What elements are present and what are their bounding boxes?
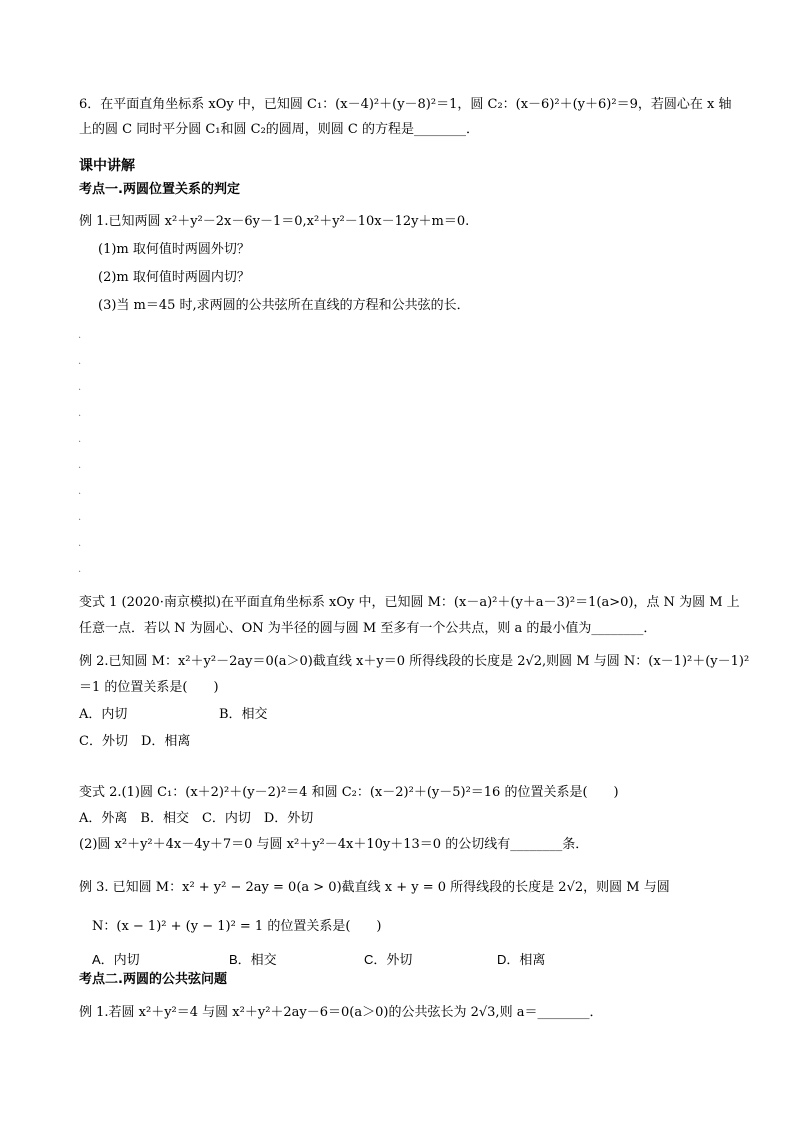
blank-line-marker: . <box>78 434 82 445</box>
blank-line-marker: . <box>78 382 82 393</box>
example-3-option-b: B．相交 <box>229 952 277 967</box>
example-3-option-a: A．内切 <box>92 952 140 967</box>
blank-line-marker: . <box>78 486 82 497</box>
blank-line-marker: . <box>78 356 82 367</box>
example-3-line-1: 例 3. 已知圆 M：x² + y² − 2ay = 0(a > 0)截直线 x + y = 0 所得线段的长度是 2√2，则圆 M 与圆 <box>79 880 670 895</box>
example-2-option-a: A．内切 <box>79 707 128 722</box>
example-2-option-b: B．相交 <box>219 707 268 722</box>
kaodian-2-example-1: 例 1.若圆 x²＋y²＝4 与圆 x²＋y²＋2ay－6＝0(a＞0)的公共弦长为 2√3,则 a＝________． <box>79 1005 603 1020</box>
example-2-line-2: ＝1 的位置关系是( ) <box>79 680 219 695</box>
question-6-line-2: 上的圆 C 同时平分圆 C₁和圆 C₂的圆周，则圆 C 的方程是________． <box>79 122 480 137</box>
example-1-stem: 例 1.已知两圆 x²＋y²－2x－6y－1＝0,x²＋y²－10x－12y＋m＝0. <box>79 214 470 229</box>
kaodian-1-heading: 考点一.两圆位置关系的判定 <box>79 182 240 197</box>
blank-line-marker: . <box>78 460 82 471</box>
example-3-option-d: D．相离 <box>497 952 546 967</box>
blank-line-marker: . <box>78 564 82 575</box>
variant-1-line-1: 变式 1 (2020·南京模拟)在平面直角坐标系 xOy 中，已知圆 M：(x－a)²＋(y＋a－3)²＝1(a>0)，点 N 为圆 M 上 <box>79 595 740 610</box>
blank-line-marker: . <box>78 512 82 523</box>
example-2-options-c-d: C．外切 D．相离 <box>79 734 191 749</box>
variant-2-stem: 变式 2.(1)圆 C₁：(x＋2)²＋(y－2)²＝4 和圆 C₂：(x－2)²＋(y－5)²＝16 的位置关系是( ) <box>79 785 619 800</box>
blank-line-marker: . <box>78 538 82 549</box>
example-1-part-1: (1)m 取何值时两圆外切？ <box>98 242 250 257</box>
blank-line-marker: . <box>78 330 82 341</box>
example-2-line-1: 例 2.已知圆 M：x²＋y²－2ay＝0(a＞0)截直线 x＋y＝0 所得线段的长度是 2√2,则圆 M 与圆 N：(x－1)²＋(y－1)² <box>79 654 750 669</box>
variant-1-line-2: 任意一点．若以 N 为圆心、ON 为半径的圆与圆 M 至多有一个公共点，则 a 的最小值为________． <box>79 621 657 636</box>
blank-line-marker: . <box>78 408 82 419</box>
variant-2-options: A．外离 B．相交 C．内切 D．外切 <box>79 811 314 826</box>
example-1-part-2: (2)m 取何值时两圆内切？ <box>98 270 250 285</box>
section-heading: 课中讲解 <box>79 158 135 174</box>
variant-2-part-2: (2)圆 x²＋y²＋4x－4y＋7＝0 与圆 x²＋y²－4x＋10y＋13＝0 的公切线有________条． <box>79 837 589 852</box>
example-1-part-3: (3)当 m＝45 时,求两圆的公共弦所在直线的方程和公共弦的长． <box>98 298 470 313</box>
example-3-option-c: C．外切 <box>364 952 413 967</box>
example-3-line-2: N：(x − 1)² + (y − 1)² = 1 的位置关系是( ) <box>92 919 382 934</box>
kaodian-2-heading: 考点二.两圆的公共弦问题 <box>79 972 227 987</box>
question-6-line-1: 6．在平面直角坐标系 xOy 中，已知圆 C₁：(x－4)²＋(y－8)²＝1，圆 C₂：(x－6)²＋(y＋6)²＝9，若圆心在 x 轴 <box>79 97 732 112</box>
